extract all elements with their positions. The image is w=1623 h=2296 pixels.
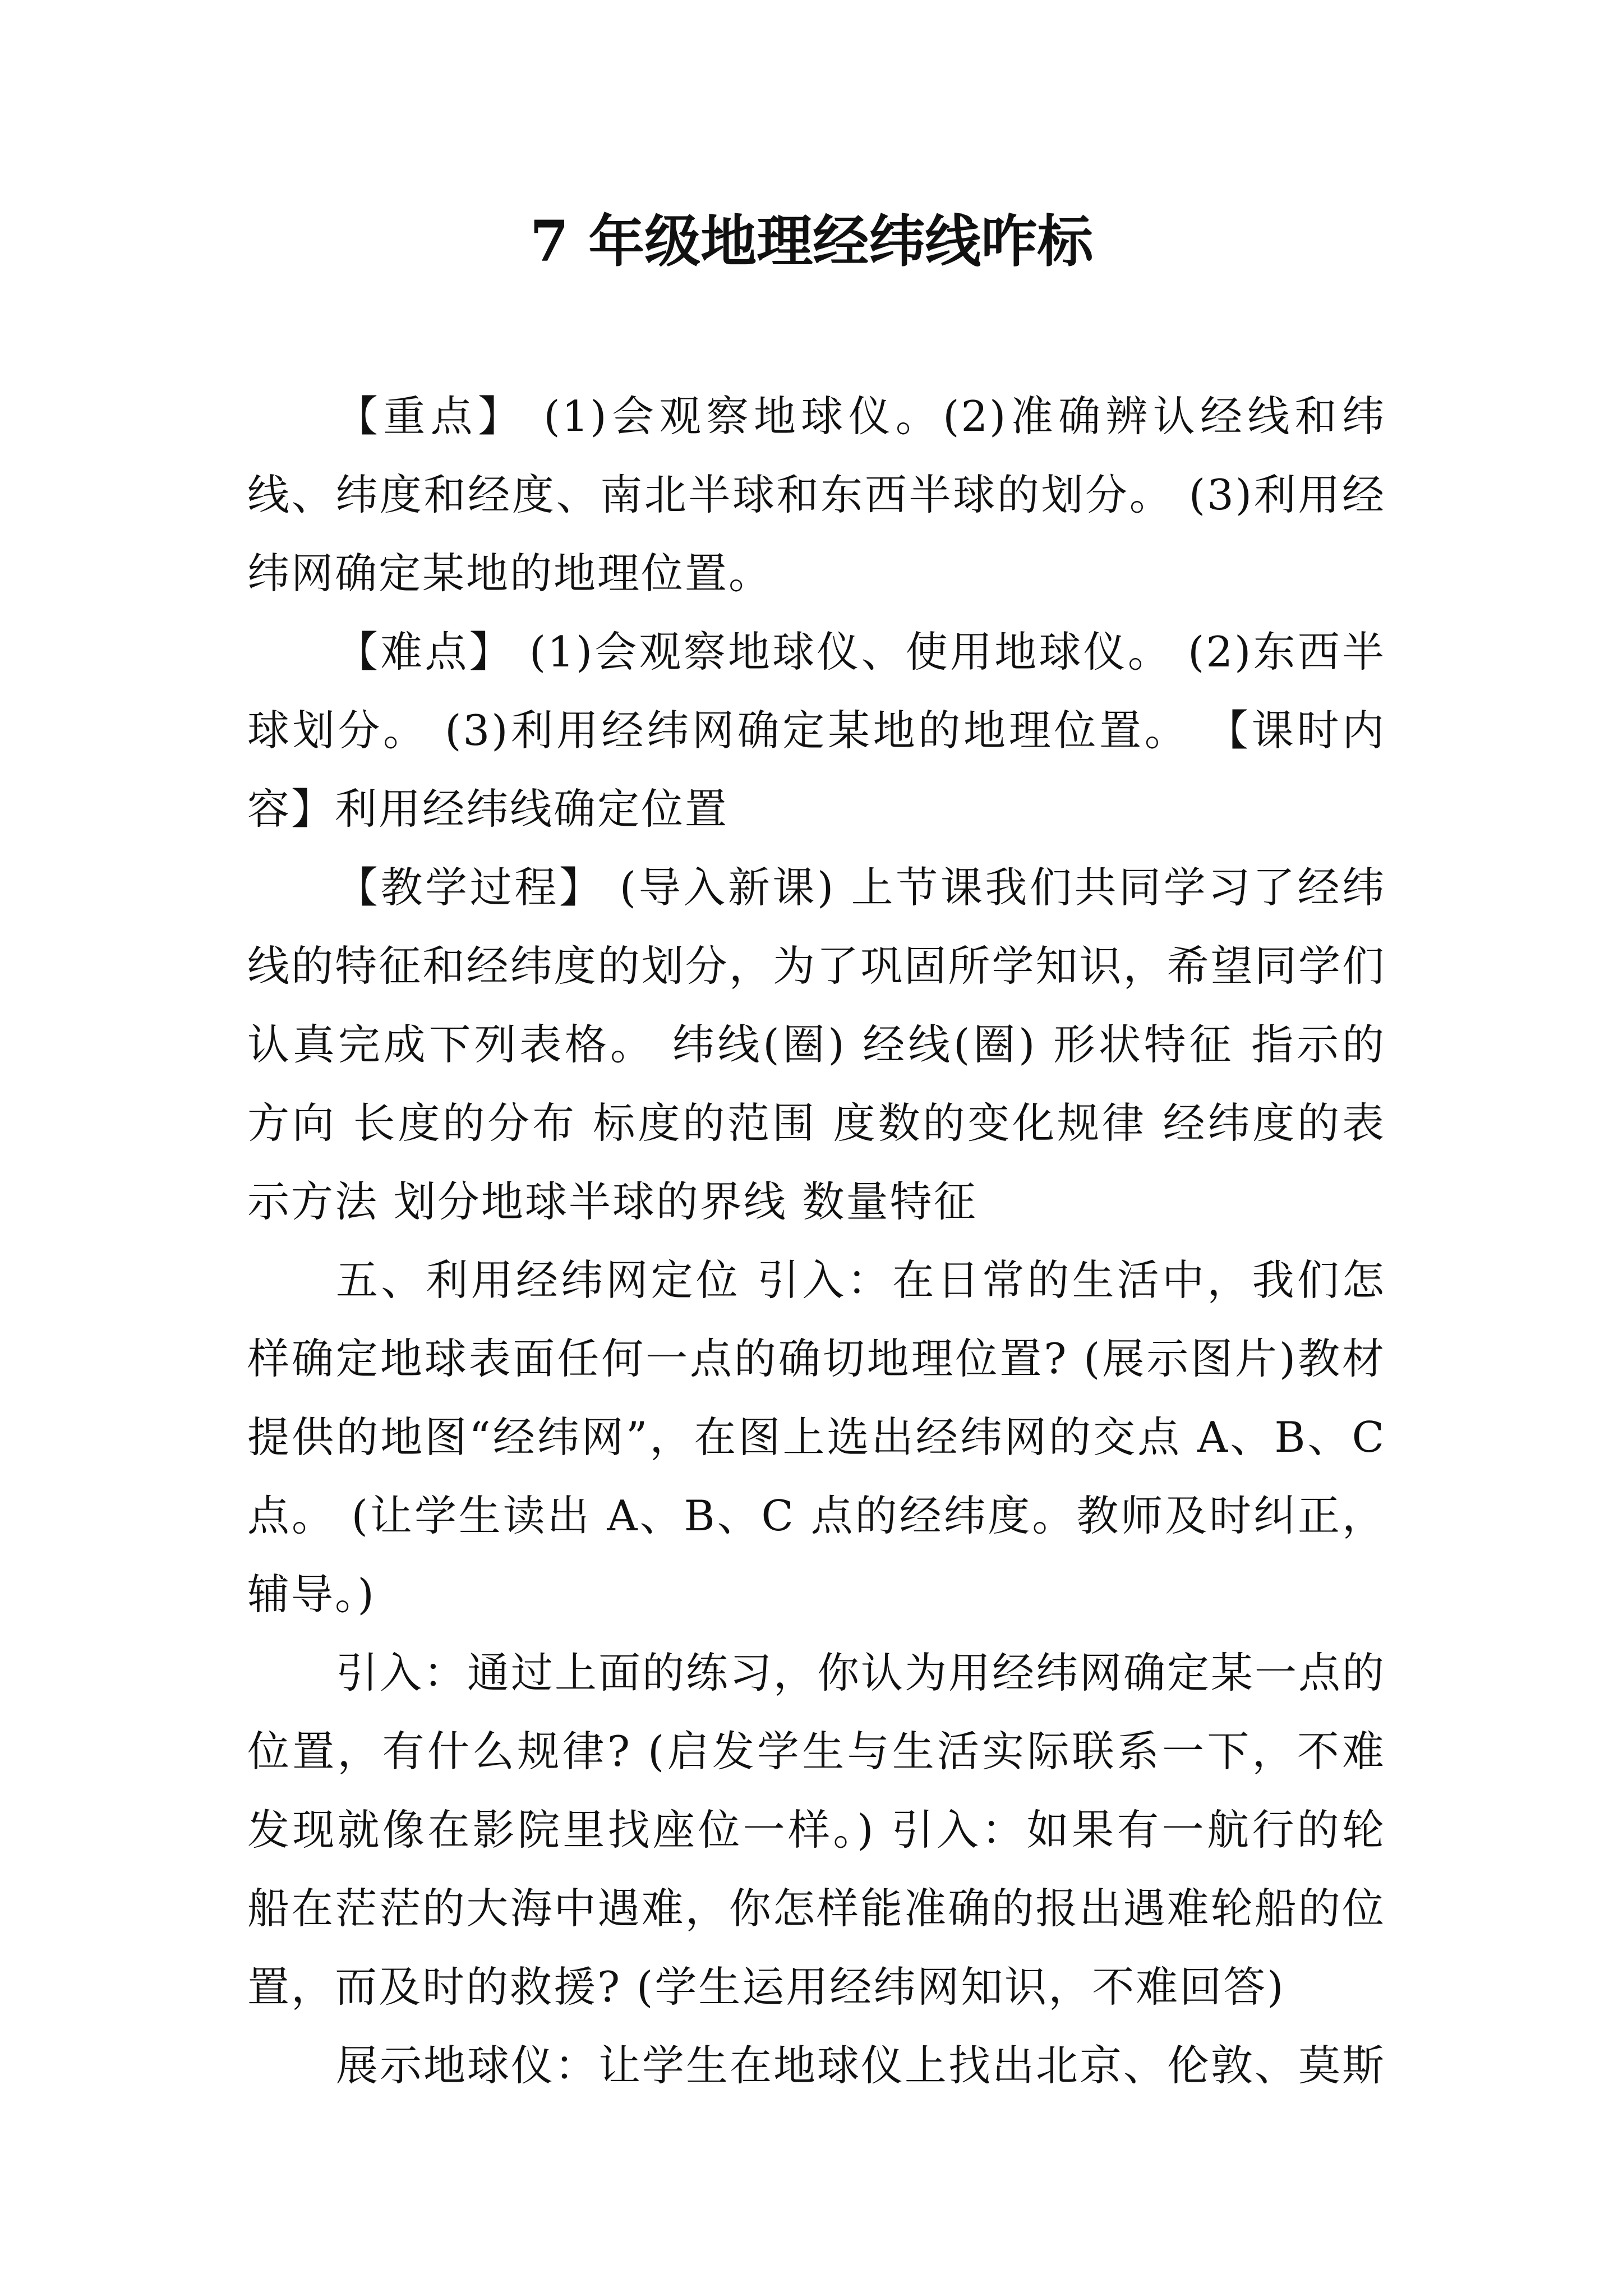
- paragraph-key-points: 【重点】 (1)会观察地球仪。(2)准确辨认经线和纬线、纬度和经度、南北半球和东西半球的划分。 (3)利用经纬网确定某地的地理位置。: [247, 392, 1386, 598]
- document-body: [247, 377, 1386, 2105]
- paragraph-introduction: 引入：通过上面的练习，你认为用经纬网确定某一点的位置，有什么规律? (启发学生与生活实际联系一下，不难发现就像在影院里找座位一样。) 引入：如果有一航行的轮船在茫茫的大海中遇难，你怎样能准确的报出遇难轮船的位置，而及时的救援? (学生运用经纬网知识，不难回答): [247, 1648, 1386, 2012]
- paragraph-difficulties: 【难点】 (1)会观察地球仪、使用地球仪。 (2)东西半球划分。 (3)利用经纬网确定某地的地理位置。 【课时内容】利用经纬线确定位置: [247, 627, 1386, 834]
- document-title: 7 年级地理经纬线咋标: [529, 208, 1094, 274]
- paragraph-section-five: 五、利用经纬网定位 引入：在日常的生活中，我们怎样确定地球表面任何一点的确切地理位置? (展示图片)教材提供的地图“经纬网”，在图上选出经纬网的交点 A、B、C 点。 (让学生读出 A、B、C 点的经纬度。教师及时纠正，辅导。): [247, 1255, 1386, 1619]
- paragraph-teaching-process: 【教学过程】 (导入新课) 上节课我们共同学习了经纬线的特征和经纬度的划分，为了巩固所学知识，希望同学们认真完成下列表格。 纬线(圈) 经线(圈) 形状特征 指示的方向 长度的分布 标度的范围 度数的变化规律 经纬度的表示方法 划分地球半球的界线 数量特征: [247, 863, 1386, 1226]
- paragraph-globe-demo: 展示地球仪：让学生在地球仪上找出北京、伦敦、莫斯: [336, 2041, 1386, 2090]
